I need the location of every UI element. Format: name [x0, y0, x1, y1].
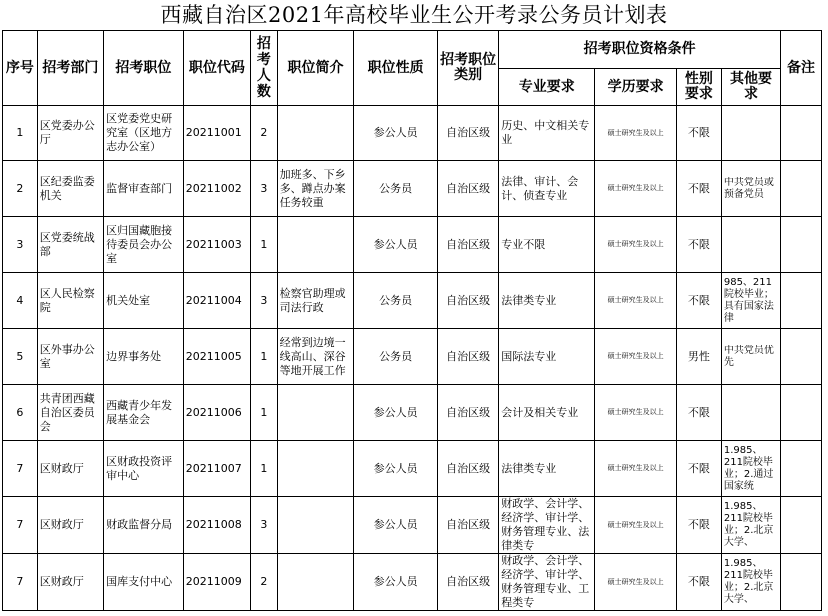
cell-seq-text: 1	[16, 126, 24, 139]
cell-position-text: 边界事务处	[106, 349, 162, 363]
cell-position-text: 财政监督分局	[106, 518, 173, 531]
cell-education-text: 硕士研究生及以上	[607, 464, 664, 472]
cell-major	[499, 385, 595, 441]
cell-intro-text: 检察官助理或司法行政	[279, 286, 346, 314]
cell-other	[721, 217, 780, 273]
cell-count-text: 3	[260, 293, 268, 307]
cell-count-text: 3	[260, 518, 268, 531]
cell-seq-text: 7	[16, 461, 24, 475]
cell-gender	[676, 441, 721, 497]
cell-intro	[277, 106, 354, 161]
cell-major-text: 财政学、会计学、经济学、审计学、财务管理专业、法律类专	[501, 497, 590, 552]
cell-gender	[676, 329, 721, 385]
cell-code	[183, 554, 250, 611]
cell-category-text: 自治区级	[446, 405, 491, 419]
cell-other	[721, 554, 780, 611]
cell-education-text: 硕士研究生及以上	[607, 240, 664, 248]
cell-gender-text: 不限	[687, 405, 710, 419]
cell-dept-text: 共青团西藏自治区委员会	[39, 391, 95, 433]
cell-dept-text: 区党委办公厅	[39, 119, 95, 146]
header-gender: 性别要求	[676, 69, 721, 106]
cell-count-text: 1	[260, 405, 268, 419]
cell-count-text: 3	[260, 181, 268, 195]
cell-nature-text: 公务员	[379, 349, 413, 363]
table-row	[3, 161, 822, 217]
cell-count	[251, 497, 278, 554]
cell-position-text: 机关处室	[106, 293, 151, 307]
cell-dept	[37, 161, 103, 217]
header-seq: 序号	[3, 31, 38, 106]
cell-count-text: 2	[260, 575, 268, 588]
cell-count	[251, 441, 278, 497]
cell-seq	[3, 273, 38, 329]
cell-code	[183, 441, 250, 497]
header-category: 招考职位类别	[437, 31, 498, 106]
cell-major-text: 专业不限	[501, 237, 546, 251]
cell-code-text: 20211002	[185, 181, 242, 195]
cell-seq-text: 3	[16, 237, 24, 251]
cell-category-text: 自治区级	[446, 461, 491, 475]
header-major: 专业要求	[499, 69, 595, 106]
cell-seq	[3, 161, 38, 217]
cell-gender-text: 不限	[687, 575, 710, 588]
cell-seq	[3, 217, 38, 273]
recruitment-table	[2, 30, 822, 611]
header-remarks: 备注	[781, 31, 822, 106]
cell-code	[183, 217, 250, 273]
table-row	[3, 385, 822, 441]
table-row	[3, 554, 822, 611]
cell-category	[437, 217, 498, 273]
cell-gender	[676, 106, 721, 161]
cell-seq	[3, 385, 38, 441]
cell-other-text: 中共党员优先	[723, 344, 774, 368]
cell-position	[104, 554, 184, 611]
cell-nature-text: 参公人员	[373, 237, 418, 251]
cell-code	[183, 106, 250, 161]
cell-code	[183, 329, 250, 385]
cell-seq-text: 5	[16, 349, 24, 363]
cell-intro	[277, 329, 354, 385]
cell-other	[721, 497, 780, 554]
cell-education	[595, 273, 677, 329]
cell-category	[437, 106, 498, 161]
header-position: 招考职位	[104, 31, 184, 106]
cell-education	[595, 217, 677, 273]
cell-count	[251, 273, 278, 329]
cell-major	[499, 106, 595, 161]
cell-seq	[3, 441, 38, 497]
cell-dept-text: 区财政厅	[39, 518, 84, 531]
cell-other	[721, 329, 780, 385]
cell-major	[499, 441, 595, 497]
cell-intro-text: 经常到边境一线高山、深谷等地开展工作	[279, 335, 346, 377]
cell-major	[499, 161, 595, 217]
cell-count	[251, 554, 278, 611]
cell-major	[499, 273, 595, 329]
cell-remarks	[781, 554, 822, 611]
cell-count	[251, 106, 278, 161]
cell-category-text: 自治区级	[446, 293, 491, 307]
cell-nature	[354, 497, 438, 554]
cell-intro	[277, 217, 354, 273]
cell-position	[104, 441, 184, 497]
cell-category-text: 自治区级	[446, 518, 491, 531]
cell-code	[183, 497, 250, 554]
cell-remarks	[781, 106, 822, 161]
cell-other-text: 1.985、211院校毕业；2.北京大学、	[723, 501, 774, 548]
cell-gender-text: 不限	[687, 461, 710, 475]
cell-major-text: 国际法专业	[501, 349, 557, 363]
cell-dept-text: 区党委统战部	[39, 230, 95, 258]
cell-position	[104, 385, 184, 441]
cell-code-text: 20211007	[185, 461, 242, 475]
cell-nature-text: 参公人员	[373, 461, 418, 475]
cell-nature-text: 参公人员	[373, 518, 418, 531]
cell-nature-text: 公务员	[379, 181, 413, 195]
cell-dept-text: 区财政厅	[39, 575, 84, 588]
cell-dept	[37, 385, 103, 441]
cell-other-text: 985、211院校毕业；具有国家法律	[723, 276, 774, 324]
cell-other	[721, 273, 780, 329]
cell-dept	[37, 106, 103, 161]
cell-education	[595, 106, 677, 161]
cell-education-text: 硕士研究生及以上	[607, 520, 664, 529]
cell-education-text: 硕士研究生及以上	[607, 408, 664, 416]
cell-position	[104, 329, 184, 385]
cell-gender	[676, 161, 721, 217]
cell-dept-text: 区外事办公室	[39, 342, 95, 370]
cell-category	[437, 161, 498, 217]
cell-remarks	[781, 385, 822, 441]
cell-intro	[277, 497, 354, 554]
cell-category	[437, 385, 498, 441]
cell-nature-text: 公务员	[379, 293, 413, 307]
cell-education-text: 硕士研究生及以上	[607, 296, 664, 304]
cell-category	[437, 497, 498, 554]
header-conditions: 招考职位资格条件	[499, 31, 781, 69]
cell-count	[251, 217, 278, 273]
cell-education-text: 硕士研究生及以上	[607, 128, 664, 137]
cell-code-text: 20211009	[185, 575, 242, 588]
cell-dept	[37, 554, 103, 611]
cell-category-text: 自治区级	[446, 126, 491, 139]
cell-remarks	[781, 273, 822, 329]
cell-category-text: 自治区级	[446, 349, 491, 363]
cell-major-text: 法律、审计、会计、侦查专业	[501, 174, 579, 202]
cell-nature	[354, 441, 438, 497]
cell-seq	[3, 554, 38, 611]
cell-dept-text: 区纪委监委机关	[39, 174, 95, 202]
cell-seq-text: 2	[16, 181, 24, 195]
cell-position-text: 监督审查部门	[106, 181, 173, 195]
cell-count-text: 1	[260, 461, 268, 475]
cell-remarks	[781, 441, 822, 497]
cell-remarks	[781, 217, 822, 273]
cell-code-text: 20211004	[185, 293, 242, 307]
table-row	[3, 273, 822, 329]
cell-position	[104, 161, 184, 217]
cell-gender-text: 不限	[687, 126, 710, 139]
cell-education	[595, 497, 677, 554]
cell-gender-text: 不限	[687, 518, 710, 531]
cell-code	[183, 273, 250, 329]
cell-education	[595, 554, 677, 611]
cell-seq	[3, 329, 38, 385]
cell-intro	[277, 273, 354, 329]
cell-intro	[277, 441, 354, 497]
cell-position-text: 区党委党史研究室（区地方志办公室）	[106, 112, 173, 153]
cell-remarks	[781, 497, 822, 554]
cell-category	[437, 554, 498, 611]
cell-count-text: 2	[260, 126, 268, 139]
cell-gender	[676, 217, 721, 273]
cell-intro	[277, 554, 354, 611]
header-code: 职位代码	[183, 31, 250, 106]
cell-seq-text: 6	[16, 405, 24, 419]
page-title: 西藏自治区2021年高校毕业生公开考录公务员计划表	[160, 3, 668, 27]
cell-position-text: 西藏青少年发展基金会	[106, 398, 173, 426]
cell-code-text: 20211003	[185, 237, 242, 251]
cell-education	[595, 161, 677, 217]
cell-education-text: 硕士研究生及以上	[607, 184, 664, 192]
cell-category-text: 自治区级	[446, 237, 491, 251]
cell-nature-text: 参公人员	[373, 126, 418, 139]
cell-position-text: 区归国藏胞接待委员会办公室	[106, 223, 173, 265]
cell-dept	[37, 329, 103, 385]
cell-major	[499, 497, 595, 554]
cell-dept	[37, 273, 103, 329]
header-education: 学历要求	[595, 69, 677, 106]
cell-education	[595, 329, 677, 385]
cell-seq-text: 7	[16, 518, 24, 531]
cell-nature	[354, 273, 438, 329]
cell-education	[595, 441, 677, 497]
cell-category-text: 自治区级	[446, 575, 491, 588]
cell-position-text: 国库支付中心	[106, 575, 173, 588]
table-row	[3, 441, 822, 497]
cell-code	[183, 161, 250, 217]
cell-position	[104, 106, 184, 161]
cell-code	[183, 385, 250, 441]
cell-dept	[37, 217, 103, 273]
header-intro: 职位简介	[277, 31, 354, 106]
cell-other	[721, 385, 780, 441]
cell-gender	[676, 273, 721, 329]
cell-category	[437, 441, 498, 497]
cell-nature	[354, 217, 438, 273]
cell-other	[721, 161, 780, 217]
cell-intro	[277, 385, 354, 441]
cell-gender-text: 不限	[687, 181, 710, 195]
cell-position	[104, 497, 184, 554]
cell-count	[251, 385, 278, 441]
cell-dept-text: 区财政厅	[39, 461, 84, 475]
cell-position	[104, 217, 184, 273]
cell-code-text: 20211006	[185, 405, 242, 419]
cell-dept-text: 区人民检察院	[39, 286, 95, 314]
cell-gender	[676, 554, 721, 611]
cell-nature	[354, 329, 438, 385]
cell-code-text: 20211008	[185, 518, 242, 531]
cell-gender	[676, 497, 721, 554]
cell-dept	[37, 497, 103, 554]
cell-remarks	[781, 329, 822, 385]
cell-other-text: 1.985、211院校毕业；2.通过国家统	[723, 444, 774, 492]
cell-count	[251, 329, 278, 385]
cell-major-text: 会计及相关专业	[501, 405, 579, 419]
cell-dept	[37, 441, 103, 497]
cell-seq-text: 7	[16, 575, 24, 588]
cell-nature-text: 参公人员	[373, 575, 418, 588]
cell-gender	[676, 385, 721, 441]
cell-seq-text: 4	[16, 293, 24, 307]
cell-nature-text: 参公人员	[373, 405, 418, 419]
cell-major	[499, 329, 595, 385]
table-row	[3, 217, 822, 273]
cell-major	[499, 554, 595, 611]
cell-education	[595, 385, 677, 441]
cell-category-text: 自治区级	[446, 181, 491, 195]
cell-nature	[354, 554, 438, 611]
cell-other	[721, 441, 780, 497]
cell-code-text: 20211005	[185, 349, 242, 363]
header-count: 招考人数	[251, 31, 278, 106]
header-dept: 招考部门	[37, 31, 103, 106]
cell-other-text: 1.985、211院校毕业；2.北京大学、	[723, 558, 774, 605]
cell-major	[499, 217, 595, 273]
cell-major-text: 法律类专业	[501, 461, 557, 475]
cell-major-text: 历史、中文相关专业	[501, 119, 590, 146]
cell-nature	[354, 161, 438, 217]
cell-other-text: 中共党员或预备党员	[723, 176, 774, 200]
cell-position	[104, 273, 184, 329]
cell-gender-text: 不限	[687, 293, 710, 307]
cell-nature	[354, 385, 438, 441]
cell-major-text: 财政学、会计学、经济学、审计学、财务管理专业、工程类专	[501, 554, 590, 609]
header-nature: 职位性质	[354, 31, 438, 106]
table-row	[3, 329, 822, 385]
cell-major-text: 法律类专业	[501, 293, 557, 307]
cell-remarks	[781, 161, 822, 217]
cell-seq	[3, 106, 38, 161]
cell-category	[437, 329, 498, 385]
cell-seq	[3, 497, 38, 554]
cell-position-text: 区财政投资评审中心	[106, 454, 173, 482]
header-other: 其他要求	[721, 69, 780, 106]
table-row	[3, 106, 822, 161]
cell-category	[437, 273, 498, 329]
cell-education-text: 硕士研究生及以上	[607, 577, 664, 586]
cell-education-text: 硕士研究生及以上	[607, 352, 664, 360]
cell-intro	[277, 161, 354, 217]
cell-nature	[354, 106, 438, 161]
cell-gender-text: 不限	[687, 237, 710, 251]
cell-count	[251, 161, 278, 217]
cell-count-text: 1	[260, 237, 268, 251]
cell-gender-text: 男性	[687, 349, 710, 363]
cell-intro-text: 加班多、下乡多、蹲点办案任务较重	[279, 167, 346, 209]
cell-count-text: 1	[260, 349, 268, 363]
table-row	[3, 497, 822, 554]
cell-other	[721, 106, 780, 161]
cell-code-text: 20211001	[185, 126, 242, 139]
